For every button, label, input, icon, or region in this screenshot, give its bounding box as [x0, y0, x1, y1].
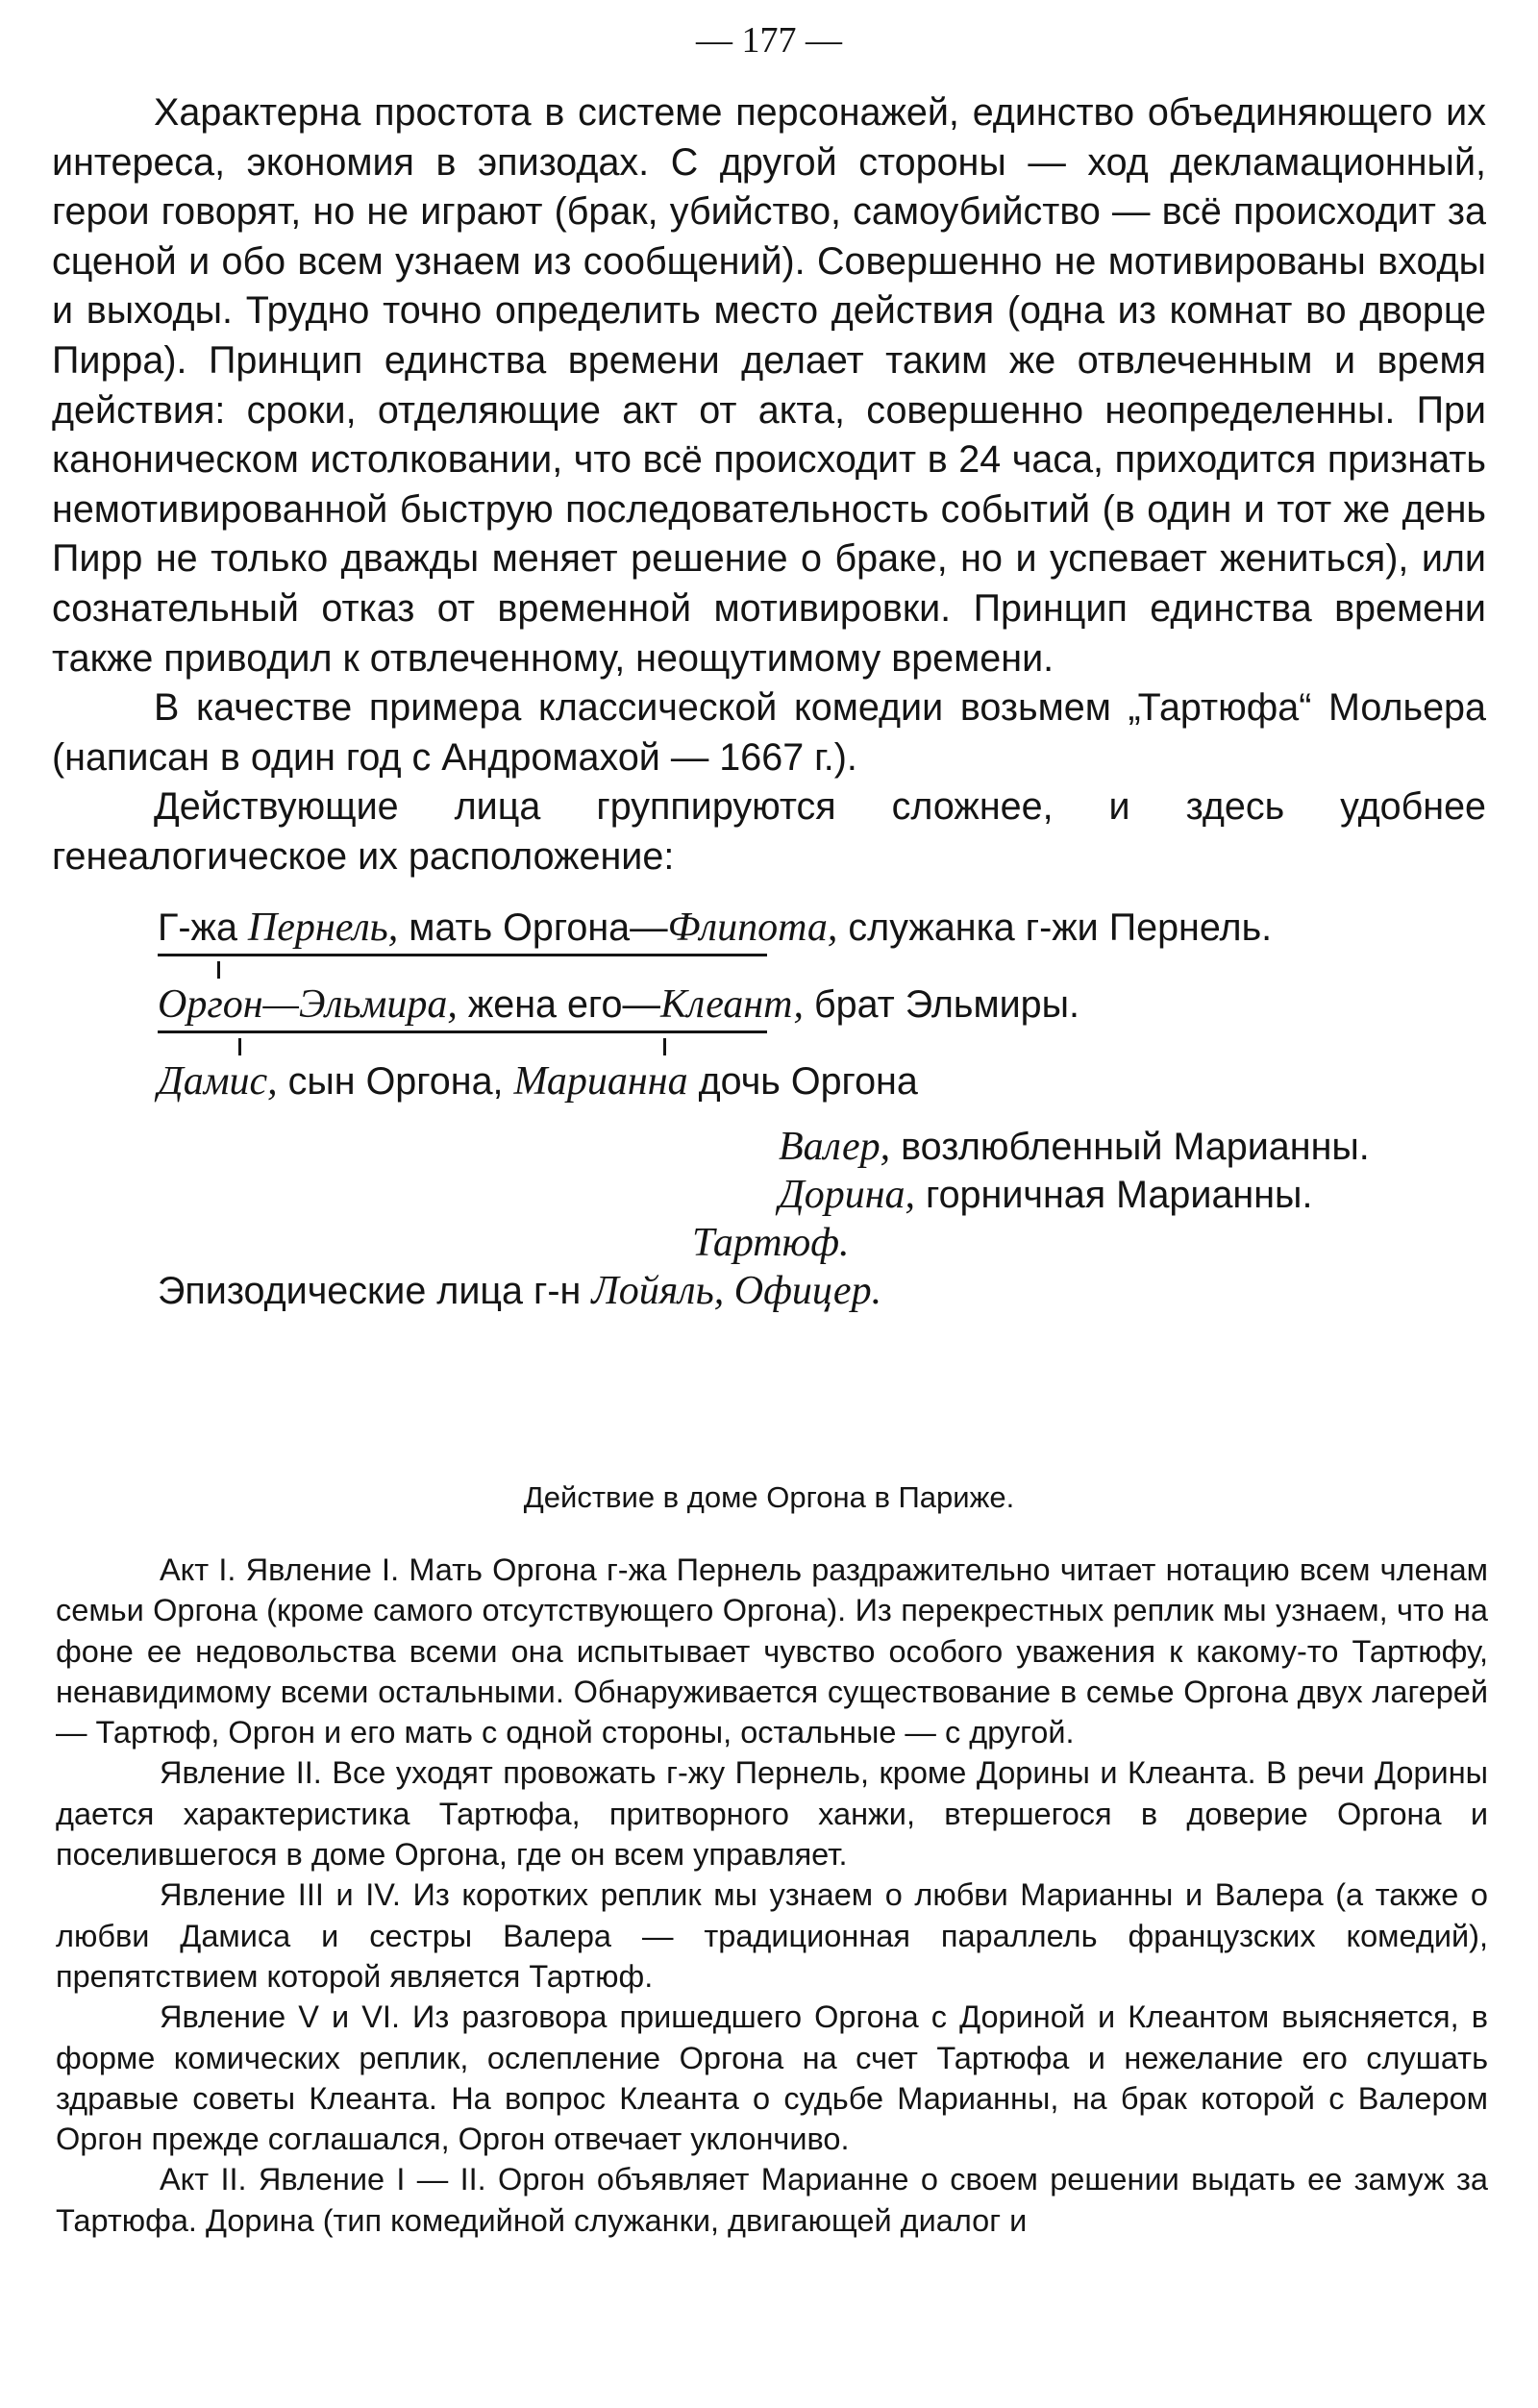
page-number: — 177 —	[696, 20, 842, 61]
genealogy-row-valere: Валер, возлюбленный Марианны.	[779, 1124, 1370, 1169]
genealogy-row-pernelle: Г-жа Пернель, мать Оргона—Флипота, служанка г-жи Пернель.	[158, 905, 1273, 950]
setting-heading: Действие в доме Оргона в Париже.	[523, 1480, 1015, 1514]
paragraph-tartuffe-example: В качестве примера классической комедии возьмем „Тартюфа“ Мольера (написан в один год с Андромахой — 1667 г.).	[52, 686, 1486, 779]
paragraph-genealogy-intro: Действующие лица группируются сложнее, и здесь удобнее генеалогическое их расположение:	[52, 785, 1486, 878]
name-dorine: Дорина,	[779, 1172, 916, 1217]
tick-orgon-mariane	[663, 1038, 666, 1055]
summary-act2-scene1-2: Акт II. Явление I — II. Оргон объявляет Марианне о своем решении выдать ее замуж за Тартюфа. Дорина (тип комедийной служанки, двигающей диалог и	[56, 2162, 1488, 2238]
plot-summary	[56, 1550, 1488, 2241]
name-flipote: Флипота,	[667, 905, 838, 950]
genealogy-row-orgon: Оргон—Эльмира, жена его—Клеант, брат Эльмиры.	[158, 981, 1080, 1027]
tick-orgon-damis	[238, 1038, 241, 1055]
genealogy-row-dorine: Дорина, горничная Марианны.	[779, 1172, 1313, 1217]
genealogy-row-children: Дамис, сын Оргона, Марианна дочь Оргона	[158, 1058, 918, 1104]
genealogy-row-tartuffe	[692, 1219, 850, 1269]
name-orgon-elmire: Оргон—Эльмира,	[158, 981, 458, 1027]
name-damis: Дамис,	[158, 1058, 278, 1104]
genealogy-row-episodic: Эпизодические лица г-н Лойяль, Офицер.	[158, 1268, 882, 1313]
name-cleante: Клеант,	[659, 981, 805, 1027]
genealogy-diagram	[52, 882, 1486, 1311]
name-pernelle: Пернель,	[247, 905, 399, 950]
name-tartuffe: Тартюф.	[692, 1220, 850, 1265]
name-valere: Валер,	[779, 1124, 891, 1169]
summary-act1-scene5-6: Явление V и VI. Из разговора пришедшего Оргона с Дориной и Клеантом выясняется, в форме комических реплик, ослепление Оргона на счет Тартюфа и нежелание его слушать здравые советы Клеанта. На вопрос Клеанта о судьбе Марианны, на брак которой с Валером Оргон прежде соглашался, Оргон отвечает уклончиво.	[56, 1999, 1488, 2157]
line-orgon-generation	[158, 1030, 767, 1033]
summary-act1-scene1: Акт I. Явление I. Мать Оргона г-жа Пернель раздражительно читает нотацию всем членам семьи Оргона (кроме самого отсутствующего Оргона). Из перекрестных реплик мы узнаем, что на фоне ее недовольства всеми она испытывает чувство особого уважения к какому-то Тартюфу, ненавидимому всеми остальными. Обнаруживается существование в семье Оргона двух лагерей — Тартюф, Оргон и его мать с одной стороны, остальные — с другой.	[56, 1552, 1488, 1750]
name-loyal-officer: Лойяль, Офицер.	[591, 1268, 882, 1313]
line-pernelle-generation	[158, 954, 767, 956]
tick-pernelle-orgon	[217, 961, 220, 979]
summary-act1-scene2: Явление II. Все уходят провожать г-жу Пернель, кроме Дорины и Клеанта. В речи Дорины дается характеристика Тартюфа, притворного ханжи, втершегося в доверие Оргона и поселившегося в доме Оргона, где он всем управляет.	[56, 1755, 1488, 1873]
paragraph-characters: Характерна простота в системе персонажей, единство объединяющего их интереса, экономия в эпизодах. С другой стороны — ход декламационный, герои говорят, но не играют (брак, убийство, самоубийство — всё происходит за сценой и обо всем узнаем из сообщений). Совершенно не мотивированы входы и выходы. Трудно точно определить место действия (одна из комнат во дворце Пирра). Принцип единства времени делает таким же отвлеченным и время действия: сроки, отделяющие акт от акта, совершенно неопределенны. При каноническом истолковании, что всё происходит в 24 часа, приходится признать немотивированной быструю последовательность событий (в один и тот же день Пирр не только дважды меняет решение о браке, но и успевает жениться), или сознательный отказ от временной мотивировки. Принцип единства времени также приводил к отвлеченному, неощутимому времени.	[52, 91, 1486, 680]
summary-act1-scene3-4: Явление III и IV. Из коротких реплик мы узнаем о любви Марианны и Валера (а также о любви Дамиса и сестры Валера — традиционная параллель французских комедий), препятствием которой является Тартюф.	[56, 1877, 1488, 1994]
name-mariane: Марианна	[513, 1058, 688, 1104]
main-text	[52, 88, 1486, 1311]
